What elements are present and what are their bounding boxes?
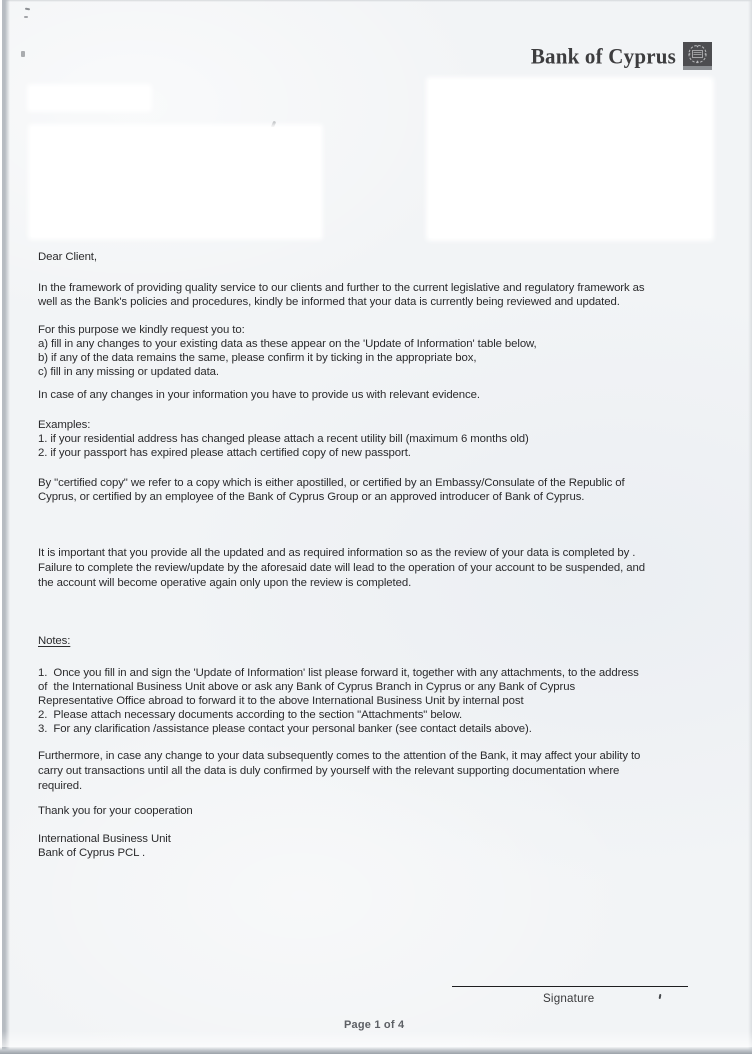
notes-item-line: 3. For any clarification /assistance please contact your personal banker (see contact details above). [38, 723, 532, 735]
letter-line: b) if any of the data remains the same, please confirm it by ticking in the appropriate box, [38, 352, 477, 364]
letter-line: the account will become operative again only upon the review is completed. [38, 577, 412, 589]
redaction-block-recipient [31, 127, 320, 237]
notes-heading [38, 634, 70, 648]
letter-line: well as the Bank's policies and procedures, kindly be informed that your data is currently being reviewed and updated. [38, 296, 620, 308]
paragraph-furthermore [38, 749, 640, 794]
page-number: Page 1 of 4 [344, 1019, 405, 1031]
letter-line: In the framework of providing quality service to our clients and further to the current legislative and regulatory framework as [38, 282, 645, 294]
notes-item-line: 1. Once you fill in and sign the 'Update of Information' list please forward it, together with any attachments, to the address [38, 667, 639, 679]
closing-line [38, 804, 193, 818]
paragraph-intro [38, 281, 645, 309]
letter-line: It is important that you provide all the updated and as required information so as the review of your data is completed by . [38, 547, 636, 559]
paragraph-request [38, 323, 537, 379]
letter-line: Examples: [38, 419, 91, 431]
letter-line: Failure to complete the review/update by the aforesaid date will lead to the operation of your account to be suspended, and [38, 562, 645, 574]
notes-item-line: 2. Please attach necessary documents according to the section "Attachments" below. [38, 709, 463, 721]
redaction-block-address [30, 87, 149, 109]
letter-line: 1. if your residential address has changed please attach a recent utility bill (maximum 6 months old) [38, 433, 529, 445]
bank-of-cyprus-logo [531, 42, 712, 70]
bank-logo-wordmark: Bank of Cyprus [530, 43, 676, 68]
sign-off-block [38, 833, 171, 860]
paragraph-important [38, 546, 645, 591]
letter-line: Notes: [38, 635, 71, 647]
scan-edge-left [0, 0, 10, 1054]
notes-item-line: Representative Office abroad to forward it to the above International Business Unit by internal post [38, 695, 524, 707]
letter-line: Bank of Cyprus PCL . [38, 846, 146, 859]
signature-label: Signature [543, 992, 595, 1005]
notes-list [38, 666, 639, 736]
letter-line: By "certified copy" we refer to a copy which is either apostilled, or certified by an Embassy/Consulate of the Republic of [38, 477, 625, 489]
letter-line: Thank you for your cooperation [38, 805, 193, 817]
scan-bottom-fade [0, 1031, 752, 1047]
letter-line: a) fill in any changes to your existing data as these appear on the 'Update of Information' table below, [38, 338, 537, 350]
letter-line: carry out transactions until all the data is duly confirmed by yourself with the relevant supporting documentation where [38, 765, 620, 777]
scan-speck [25, 8, 30, 11]
letter-line: For this purpose we kindly request you to: [38, 324, 245, 336]
letter-line: In case of any changes in your information you have to provide us with relevant evidence. [38, 389, 480, 401]
letter-line: required. [38, 780, 83, 792]
notes-item-line: of the International Business Unit above or ask any Bank of Cyprus Branch in Cyprus or any Bank of Cyprus [38, 681, 576, 693]
letter-line: Dear Client, [38, 251, 97, 263]
letter-line: International Business Unit [38, 833, 171, 845]
redaction-block-contact [429, 80, 711, 238]
letter-line: 2. if your passport has expired please attach certified copy of new passport. [38, 447, 411, 459]
salutation [38, 250, 97, 264]
paragraph-examples [38, 418, 529, 460]
scan-edge-right [748, 0, 752, 1054]
scan-speck [21, 51, 25, 57]
paragraph-evidence [38, 388, 480, 402]
letter-line: c) fill in any missing or updated data. [38, 366, 219, 378]
pen-mark-speck [659, 994, 662, 999]
letter-line: Cyprus, or certified by an employee of the Bank of Cyprus Group or an approved introducer of Bank of Cyprus. [38, 491, 585, 503]
paragraph-certified-copy [38, 476, 625, 504]
signature-line [452, 986, 688, 987]
scan-speck [24, 16, 28, 18]
letter-line: Furthermore, in case any change to your data subsequently comes to the attention of the Bank, it may affect your ability to [38, 750, 641, 762]
scan-edge-bottom [0, 1047, 752, 1054]
scan-edge-top [0, 0, 752, 2]
coin-emblem-icon [683, 42, 712, 70]
